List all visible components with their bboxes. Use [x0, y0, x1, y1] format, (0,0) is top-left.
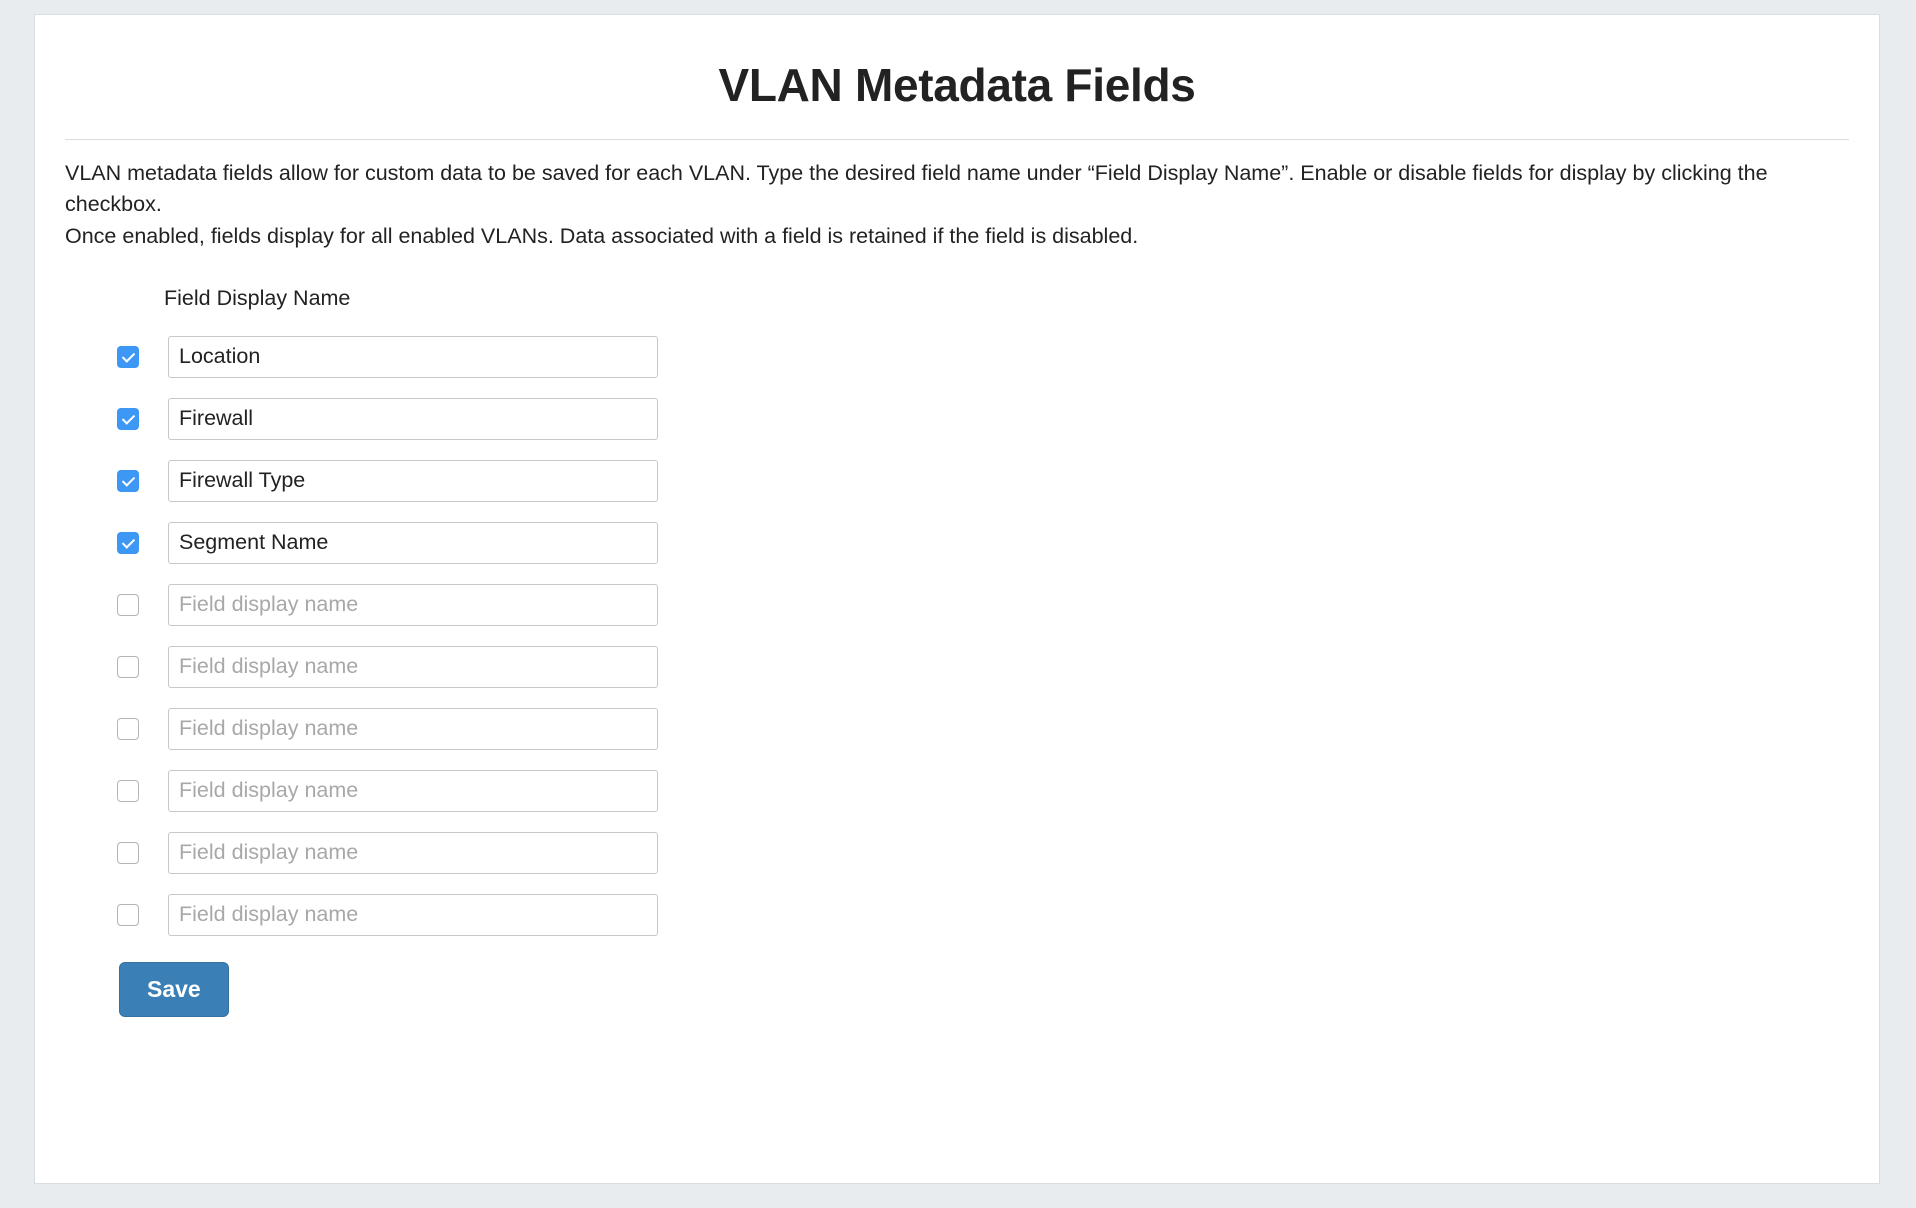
field-row [101, 760, 1879, 822]
field-row [101, 326, 1879, 388]
field-display-name-input[interactable] [168, 832, 658, 874]
page-title: VLAN Metadata Fields [718, 59, 1196, 111]
field-row [101, 884, 1879, 946]
field-enable-checkbox[interactable] [117, 656, 139, 678]
intro-line-2: Once enabled, fields display for all enabled VLANs. Data associated with a field is retained if the field is disabled. [65, 224, 1139, 249]
field-display-name-input[interactable] [168, 708, 658, 750]
field-row [101, 512, 1879, 574]
field-enable-checkbox[interactable] [117, 532, 139, 554]
field-row [101, 698, 1879, 760]
field-enable-checkbox[interactable] [117, 346, 139, 368]
field-row [101, 574, 1879, 636]
field-display-name-input[interactable] [168, 646, 658, 688]
field-display-name-input[interactable] [168, 460, 658, 502]
field-display-name-input[interactable] [168, 894, 658, 936]
field-display-name-input[interactable] [168, 398, 658, 440]
field-enable-checkbox[interactable] [117, 594, 139, 616]
field-row [101, 388, 1879, 450]
field-enable-checkbox[interactable] [117, 408, 139, 430]
field-enable-checkbox[interactable] [117, 780, 139, 802]
field-display-name-input[interactable] [168, 770, 658, 812]
intro-text [35, 140, 1879, 252]
field-rows [101, 326, 1879, 946]
field-enable-checkbox[interactable] [117, 904, 139, 926]
field-row [101, 450, 1879, 512]
field-enable-checkbox[interactable] [117, 842, 139, 864]
vlan-metadata-panel [34, 14, 1880, 1184]
save-button[interactable]: Save [119, 962, 229, 1017]
field-display-name-input[interactable] [168, 584, 658, 626]
field-display-name-input[interactable] [168, 522, 658, 564]
field-display-name-input[interactable] [168, 336, 658, 378]
column-header-field-display-name: Field Display Name [164, 285, 351, 310]
intro-line-1: VLAN metadata fields allow for custom data to be saved for each VLAN. Type the desired field name under “Field Display Name”. Enable or disable fields for display by clicking the checkbox. [65, 161, 1768, 216]
field-enable-checkbox[interactable] [117, 470, 139, 492]
metadata-fields-form [35, 252, 1879, 1017]
field-enable-checkbox[interactable] [117, 718, 139, 740]
field-row [101, 822, 1879, 884]
field-row [101, 636, 1879, 698]
